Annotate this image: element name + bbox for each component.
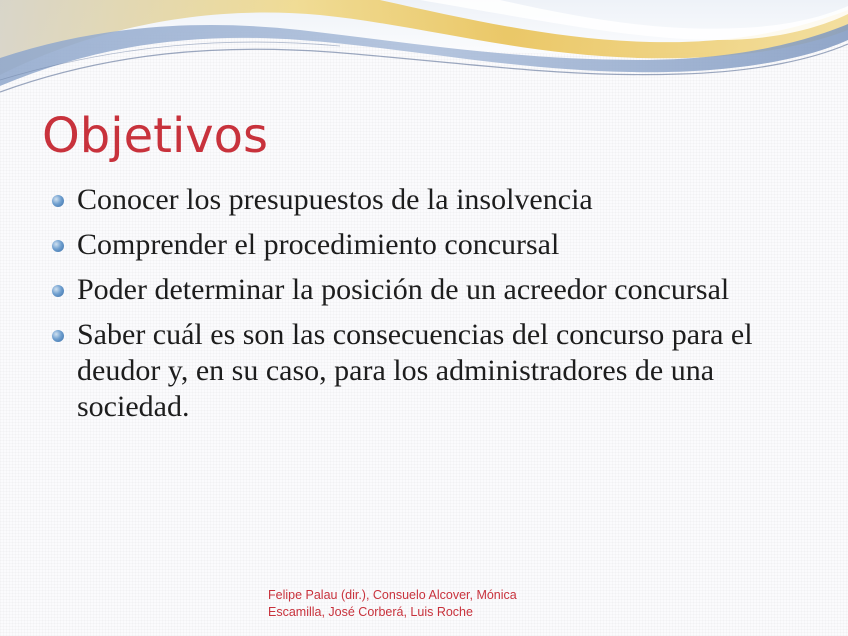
- bullet-text: Conocer los presupuestos de la insolvencia: [77, 183, 593, 216]
- bullet-text: Saber cuál es son las consecuencias del concurso para el deudor y, en su caso, para los administradores de una sociedad.: [77, 318, 753, 423]
- footer-line-1: Felipe Palau (dir.), Consuelo Alcover, Mónica: [268, 588, 517, 602]
- slide-title: Objetivos: [42, 108, 269, 164]
- footer-line-2: Escamilla, José Corberá, Luis Roche: [268, 605, 473, 619]
- footer-authors: [268, 587, 568, 621]
- list-item: [48, 227, 808, 263]
- decorative-wave-banner: [0, 0, 848, 110]
- list-item: [48, 182, 808, 218]
- bullet-text: Poder determinar la posición de un acreedor concursal: [77, 273, 730, 306]
- bullet-list: [48, 182, 808, 434]
- bullet-dot-icon: [52, 195, 64, 207]
- list-item: [48, 272, 808, 308]
- bullet-dot-icon: [52, 330, 64, 342]
- bullet-dot-icon: [52, 240, 64, 252]
- bullet-dot-icon: [52, 285, 64, 297]
- bullet-text: Comprender el procedimiento concursal: [77, 228, 560, 261]
- list-item: [48, 317, 808, 425]
